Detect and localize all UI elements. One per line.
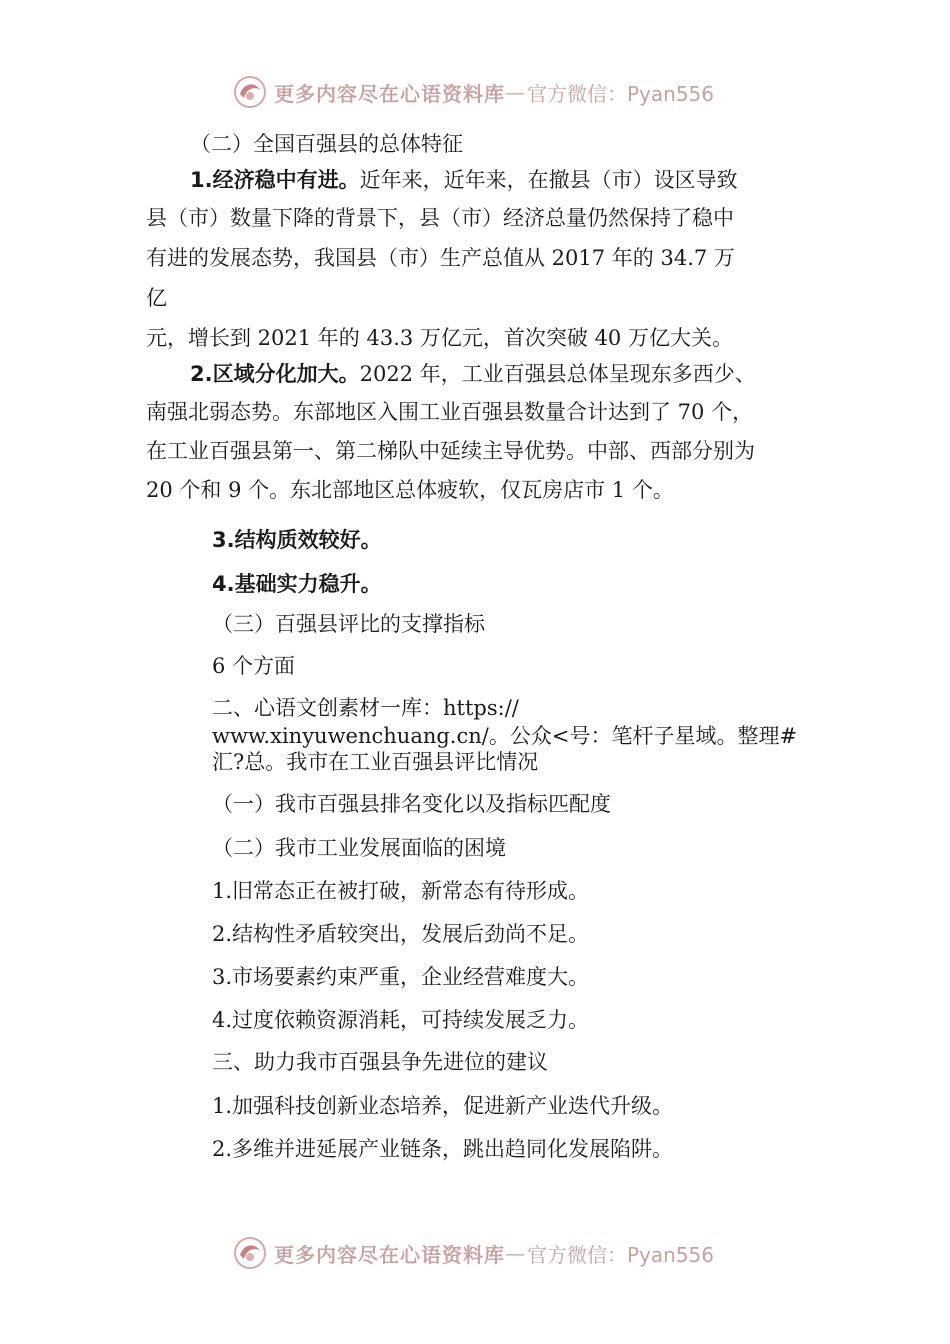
section-heading-2: （二）全国百强县的总体特征: [190, 132, 463, 156]
part-2-heading-line-2: www.xinyuwenchuang.cn/。公众<号：笔杆子星域。整理#: [212, 724, 798, 748]
paragraph-2-line-3: 在工业百强县第一、第二梯队中延续主导优势。中部、西部分别为: [146, 439, 755, 463]
point-2-text: 2022 年，工业百强县总体呈现东多西少、: [359, 362, 756, 386]
subsection-2: （二）我市工业发展面临的困境: [212, 836, 506, 860]
suggestion-1: 1.加强科技创新业态培养，促进新产业迭代升级。: [212, 1094, 674, 1118]
part-3-heading: 三、助力我市百强县争先进位的建议: [212, 1050, 548, 1074]
watermark-text: 更多内容尽在心语资料库: [274, 81, 505, 106]
six-aspects-text: 6 个方面: [212, 654, 296, 678]
paragraph-1-line-5: 元，增长到 2021 年的 43.3 万亿元，首次突破 40 万亿大关。: [146, 326, 733, 350]
point-1-title: 1.经济稳中有进。: [190, 168, 360, 192]
point-1-text: 近年来，近年来，在撤县（市）设区导致: [359, 168, 738, 192]
ornamental-seal-icon: [232, 1235, 268, 1271]
part-2-heading-line-1: 二、心语文创素材一库：https://: [212, 696, 519, 720]
section-heading-3: （三）百强县评比的支撑指标: [212, 612, 485, 636]
paragraph-1-line-3: 有进的发展态势，我国县（市）生产总值从 2017 年的 34.7 万: [146, 246, 735, 270]
paragraph-1-line-2: 县（市）数量下降的背景下，县（市）经济总量仍然保持了稳中: [146, 206, 734, 230]
point-3-title: 3.结构质效较好。: [212, 528, 382, 552]
watermark-separator: —: [505, 80, 525, 104]
point-4-title: 4.基础实力稳升。: [212, 572, 382, 596]
watermark-separator: —: [505, 1241, 525, 1265]
point-2-title: 2.区域分化加大。: [190, 362, 360, 386]
watermark-wechat: 官方微信：Pyan556: [527, 1242, 715, 1267]
paragraph-2-line-1: [190, 360, 756, 388]
paragraph-1-line-4: 亿: [146, 286, 167, 310]
watermark-wechat: 官方微信：Pyan556: [527, 81, 715, 106]
footer-watermark: [232, 1233, 714, 1273]
part-2-heading-line-3: 汇?总。我市在工业百强县评比情况: [212, 750, 539, 774]
watermark-text: 更多内容尽在心语资料库: [274, 1242, 505, 1267]
header-watermark: [232, 72, 714, 112]
difficulty-2: 2.结构性矛盾较突出，发展后劲尚不足。: [212, 922, 590, 946]
ornamental-seal-icon: [232, 74, 268, 110]
paragraph-2-line-2: 南强北弱态势。东部地区入围工业百强县数量合计达到了 70 个，: [146, 400, 754, 424]
difficulty-1: 1.旧常态正在被打破，新常态有待形成。: [212, 879, 590, 903]
difficulty-4: 4.过度依赖资源消耗，可持续发展乏力。: [212, 1008, 590, 1032]
paragraph-1-line-1: [190, 166, 738, 194]
subsection-1: （一）我市百强县排名变化以及指标匹配度: [212, 792, 611, 816]
paragraph-2-line-4: 20 个和 9 个。东北部地区总体疲软，仅瓦房店市 1 个。: [146, 478, 674, 502]
suggestion-2: 2.多维并进延展产业链条，跳出趋同化发展陷阱。: [212, 1137, 674, 1161]
difficulty-3: 3.市场要素约束严重，企业经营难度大。: [212, 965, 590, 989]
